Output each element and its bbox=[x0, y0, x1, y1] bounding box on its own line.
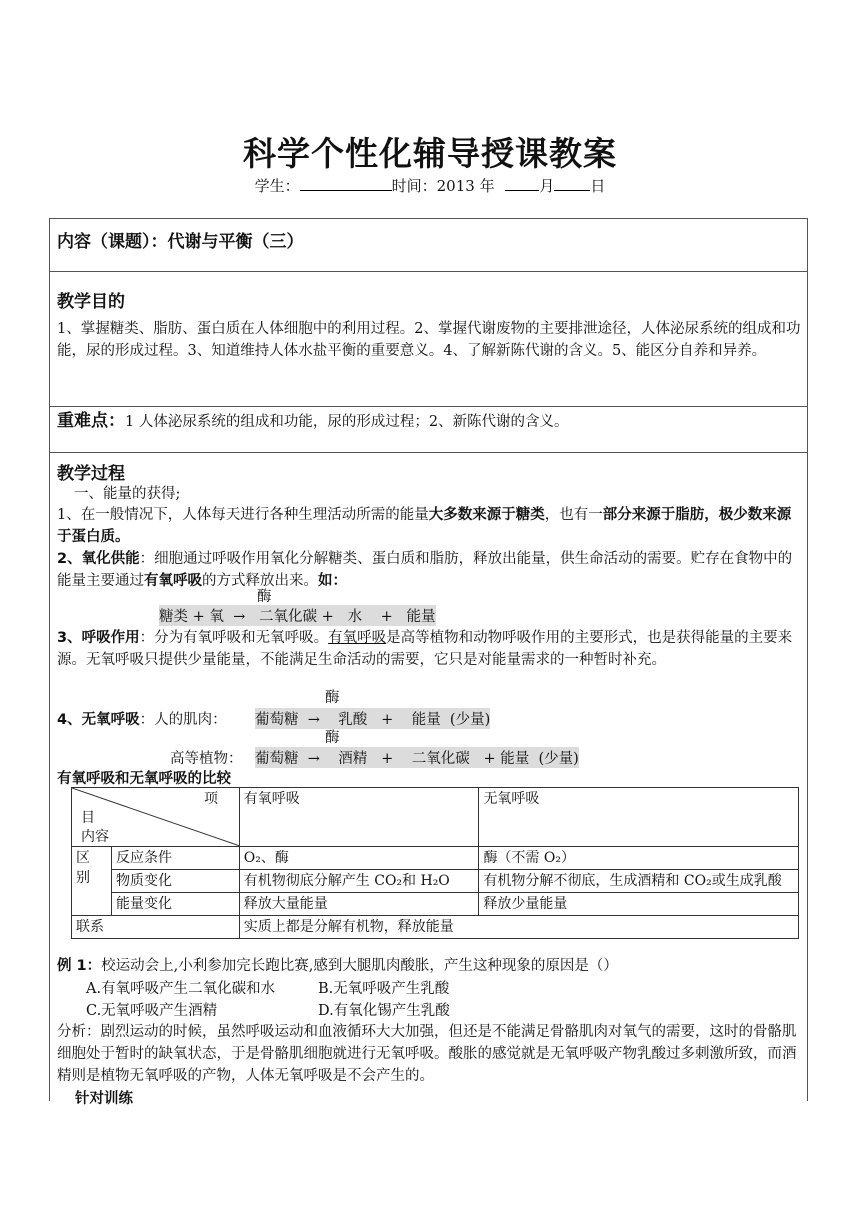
header-item-label: 项 bbox=[204, 791, 218, 807]
option-d: D.有氧化锡产生乳酸 bbox=[318, 1003, 450, 1019]
month-blank bbox=[505, 176, 539, 191]
bold-text: 例 1： bbox=[57, 958, 102, 974]
group-label bbox=[72, 847, 112, 916]
row-label: 物质变化 bbox=[111, 870, 239, 893]
cell: O₂、酶 bbox=[239, 847, 479, 870]
col-aerobic: 有氧呼吸 bbox=[239, 788, 479, 847]
group-label-2: 别 bbox=[76, 870, 90, 886]
topic-heading: 内容（课题）：代谢与平衡（三） bbox=[57, 232, 304, 252]
bold-text: 3、呼吸作用 bbox=[57, 630, 140, 646]
enzyme-label: 酶 bbox=[325, 690, 340, 706]
divider bbox=[49, 271, 808, 272]
cell: 有机物彻底分解产生 CO₂和 H₂O bbox=[239, 870, 479, 893]
cell: 实质上都是分解有机物，释放能量 bbox=[239, 916, 798, 939]
comparison-table bbox=[71, 787, 799, 939]
student-label: 学生： bbox=[254, 177, 300, 195]
row-label: 反应条件 bbox=[111, 847, 239, 870]
col-anaerobic: 无氧呼吸 bbox=[479, 788, 799, 847]
option-a: A.有氧呼吸产生二氧化碳和水 bbox=[86, 981, 276, 997]
comparison-heading: 有氧呼吸和无氧呼吸的比较 bbox=[57, 771, 231, 787]
header-content-label: 内容 bbox=[81, 829, 109, 845]
text: 校运动会上,小利参加完长跑比赛,感到大腿肌肉酸胀，产生这种现象的原因是（） bbox=[101, 958, 618, 974]
cell: 释放少量能量 bbox=[479, 893, 799, 916]
option-c: C.无氧呼吸产生酒精 bbox=[86, 1003, 218, 1019]
bold-text: 大多数来源于糖类 bbox=[428, 507, 545, 523]
paragraph-respiration bbox=[57, 627, 802, 671]
subtitle bbox=[0, 175, 860, 196]
underlined-text: 有氧呼吸 bbox=[328, 630, 387, 646]
student-blank bbox=[300, 176, 392, 191]
section-title: 一、能量的获得; bbox=[74, 486, 181, 502]
anaerobic-muscle-line bbox=[57, 708, 227, 729]
text: ：细胞通过呼吸作用氧化分解糖类、蛋白质和脂肪，释放出能量，供生命活动的需要。贮存在食物中的能量主要通过 bbox=[57, 551, 793, 589]
bold-text: 有氧呼吸 bbox=[144, 573, 202, 589]
header-mu-label: 目 bbox=[81, 810, 95, 826]
key-points-label: 重难点： bbox=[57, 411, 125, 431]
text: 是高等植物和动物呼吸作用的主要形式，也是获得能量的主要来源。无氧呼吸只提供少量能量，不能满足生命活动的需要，它只是对能量需求的一种暂时补充。 bbox=[57, 630, 793, 668]
enzyme-label: 酶 bbox=[257, 589, 272, 605]
page-title: 科学个性化辅导授课教案 bbox=[243, 134, 617, 173]
training-heading: 针对训练 bbox=[75, 1091, 133, 1107]
equation-aerobic: 糖类 + 氧 → 二氧化碳 + 水 + 能量 bbox=[159, 605, 436, 626]
day-blank bbox=[554, 176, 590, 191]
group-label-1: 区 bbox=[76, 850, 90, 866]
key-points bbox=[57, 410, 802, 433]
cell: 释放大量能量 bbox=[239, 893, 479, 916]
diagonal-header-cell bbox=[72, 788, 240, 847]
cell: 酶（不需 O₂） bbox=[479, 847, 799, 870]
text: ，也有一 bbox=[544, 507, 603, 523]
day-label: 日 bbox=[590, 177, 606, 195]
month-label: 月 bbox=[539, 177, 555, 195]
bold-text: 部分来源于脂肪，极少数来源于蛋白质。 bbox=[57, 507, 792, 545]
objectives-heading: 教学目的 bbox=[57, 292, 125, 312]
text: ：人的肌肉： bbox=[139, 712, 227, 728]
bold-text: 如： bbox=[318, 573, 347, 589]
equation-alcohol: 葡萄糖 → 酒精 + 二氧化碳 + 能量 (少量) bbox=[255, 747, 579, 768]
cell: 有机物分解不彻底，生成酒精和 CO₂或生成乳酸 bbox=[479, 870, 799, 893]
equation-lactic: 葡萄糖 → 乳酸 + 能量 (少量) bbox=[255, 708, 490, 729]
bold-text: 4、无氧呼吸 bbox=[57, 712, 140, 728]
divider bbox=[49, 452, 808, 453]
row-label: 能量变化 bbox=[111, 893, 239, 916]
divider bbox=[49, 406, 808, 407]
text: 1、在一般情况下，人体每天进行各种生理活动所需的能量 bbox=[57, 507, 429, 523]
process-heading: 教学过程 bbox=[57, 464, 125, 484]
objectives-text: 1、掌握糖类、脂肪、蛋白质在人体细胞中的利用过程。2、掌握代谢废物的主要排泄途径，人体泌尿系统的组成和功能，尿的形成过程。3、知道维持人体水盐平衡的重要意义。4、了解新陈代谢的含义。5、能区分自养和异养。 bbox=[57, 321, 801, 359]
paragraph-energy-source bbox=[57, 504, 802, 548]
example-question bbox=[57, 955, 802, 977]
text: ：分为有氧呼吸和无氧呼吸。 bbox=[139, 630, 329, 646]
option-b: B.无氧呼吸产生乳酸 bbox=[318, 981, 450, 997]
key-points-text: 1 人体泌尿系统的组成和功能，尿的形成过程；2、新陈代谢的含义。 bbox=[125, 414, 569, 430]
enzyme-label: 酶 bbox=[325, 730, 340, 746]
text: 的方式释放出来。 bbox=[202, 573, 318, 589]
time-label: 时间：2013 年 bbox=[391, 177, 495, 195]
analysis-text: 分析：剧烈运动的时候，虽然呼吸运动和血液循环大大加强，但还是不能满足骨骼肌肉对氧气的需要，这时的骨骼肌细胞处于暂时的缺氧状态，于是骨骼肌细胞就进行无氧呼吸。酸胀的感觉就是无氧呼吸产物乳酸过多刺激所致，而酒精则是植物无氧呼吸的产物，人体无氧呼吸是不会产生的。 bbox=[57, 1024, 797, 1084]
bold-text: 2、氧化供能 bbox=[57, 551, 140, 567]
row-label: 联系 bbox=[72, 916, 240, 939]
plant-label: 高等植物： bbox=[170, 751, 243, 767]
paragraph-oxidation bbox=[57, 548, 802, 592]
